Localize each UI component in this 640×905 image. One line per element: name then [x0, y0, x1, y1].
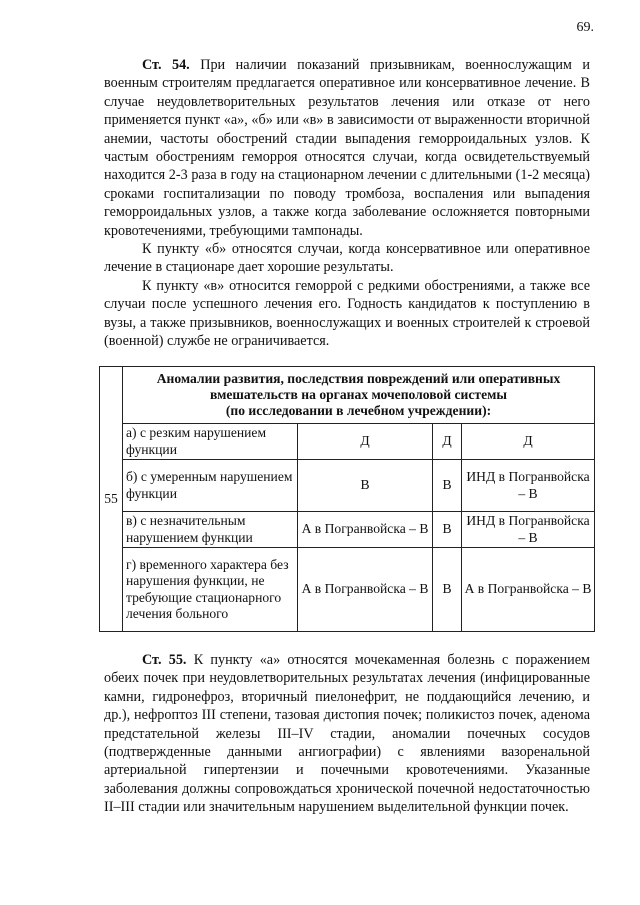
row-col-2: В	[433, 460, 462, 512]
article-55-paragraph-1-text: К пункту «а» относятся мочекаменная болезнь с поражением обеих почек при неудовлетворительных результатах лечения (инфицированные камни, гидронефроз, вторичный пиелонефрит, не поддающийся лечению, и др.), нефроптоз III степени, тазовая дистопия почек; поликистоз почек, аденома предстательной железы III–IV стадии, аномалии почечных сосудов (подтвержденные данными ангиографии) с явлениями вазоренальной артериальной гипертензии и почечными кровотечениями. Указанные заболевания должны сопровождаться хронической почечной недостаточностью II–III стадии или значительным нарушением выделительной функции почек.	[104, 652, 590, 816]
article-54-text	[104, 56, 590, 351]
row-label: г) временного характера без нарушения функции, не требующие стационарного лечения больного	[123, 548, 298, 632]
row-label: а) с резким нарушением функции	[123, 424, 298, 460]
article-54-paragraph-2: К пункту «б» относятся случаи, когда консервативное или оперативное лечение в стационаре дает хорошие результаты.	[104, 241, 590, 276]
row-col-3: ИНД в Погранвойска – В	[462, 460, 595, 512]
table-row	[100, 512, 595, 548]
table-heading-row	[100, 367, 595, 424]
table-row	[100, 548, 595, 632]
table-heading-line-1: Аномалии развития, последствия повреждений или оперативных	[156, 371, 561, 386]
row-col-1: Д	[298, 424, 433, 460]
row-col-2: В	[433, 548, 462, 632]
page-number: 69.	[576, 20, 594, 35]
table-row	[100, 424, 595, 460]
article-55-table-wrapper	[99, 366, 595, 632]
article-54-label: Ст. 54.	[142, 57, 190, 73]
row-col-1: А в Погранвойска – В	[298, 512, 433, 548]
row-col-3: Д	[462, 424, 595, 460]
article-54-paragraph-1	[104, 56, 590, 240]
row-col-1: А в Погранвойска – В	[298, 548, 433, 632]
row-col-1: В	[298, 460, 433, 512]
table-row	[100, 460, 595, 512]
table-heading	[123, 367, 595, 424]
row-col-3: ИНД в Погранвойска – В	[462, 512, 595, 548]
table-heading-line-3: (по исследовании в лечебном учреждении):	[225, 403, 492, 418]
article-55-table	[99, 366, 595, 632]
row-label: в) с незначительным нарушением функции	[123, 512, 298, 548]
article-54-paragraph-1-text: При наличии показаний призывникам, военнослужащим и военным строителям предлагается оперативное или консервативное лечение. В случае неудовлетворительных результатов лечения или отказе от него применяется пункт «а», «б» или «в» в зависимости от выраженности вторичной анемии, частоты обострений стадии выпадения геморроидальных узлов. К частым обострениям геморроя относятся случаи, когда освидетельствуемый находится 2-3 раза в году на стационарном лечении с длительными (1-2 месяца) сроками госпитализации по поводу тромбоза, воспаления или выпадения геморроидальных узлов, а также когда заболевание осложняется повторными кровотечениями, требующими тампонады.	[104, 57, 590, 239]
article-55-label: Ст. 55.	[142, 652, 187, 668]
row-col-3: А в Погранвойска – В	[462, 548, 595, 632]
article-54-paragraph-3: К пункту «в» относится геморрой с редкими обострениями, а также все случаи после успешного лечения его. Годность кандидатов к поступлению в вузы, а также призывников, военнослужащих и военных строителей к строевой (военной) службе не ограничивается.	[104, 277, 590, 350]
article-55-text	[104, 651, 590, 817]
article-55-paragraph-1	[104, 651, 590, 817]
table-heading-line-2: вмешательств на органах мочеполовой системы	[210, 387, 507, 402]
row-label: б) с умеренным нарушением функции	[123, 460, 298, 512]
article-number-cell: 55	[100, 367, 123, 632]
row-col-2: В	[433, 512, 462, 548]
row-col-2: Д	[433, 424, 462, 460]
